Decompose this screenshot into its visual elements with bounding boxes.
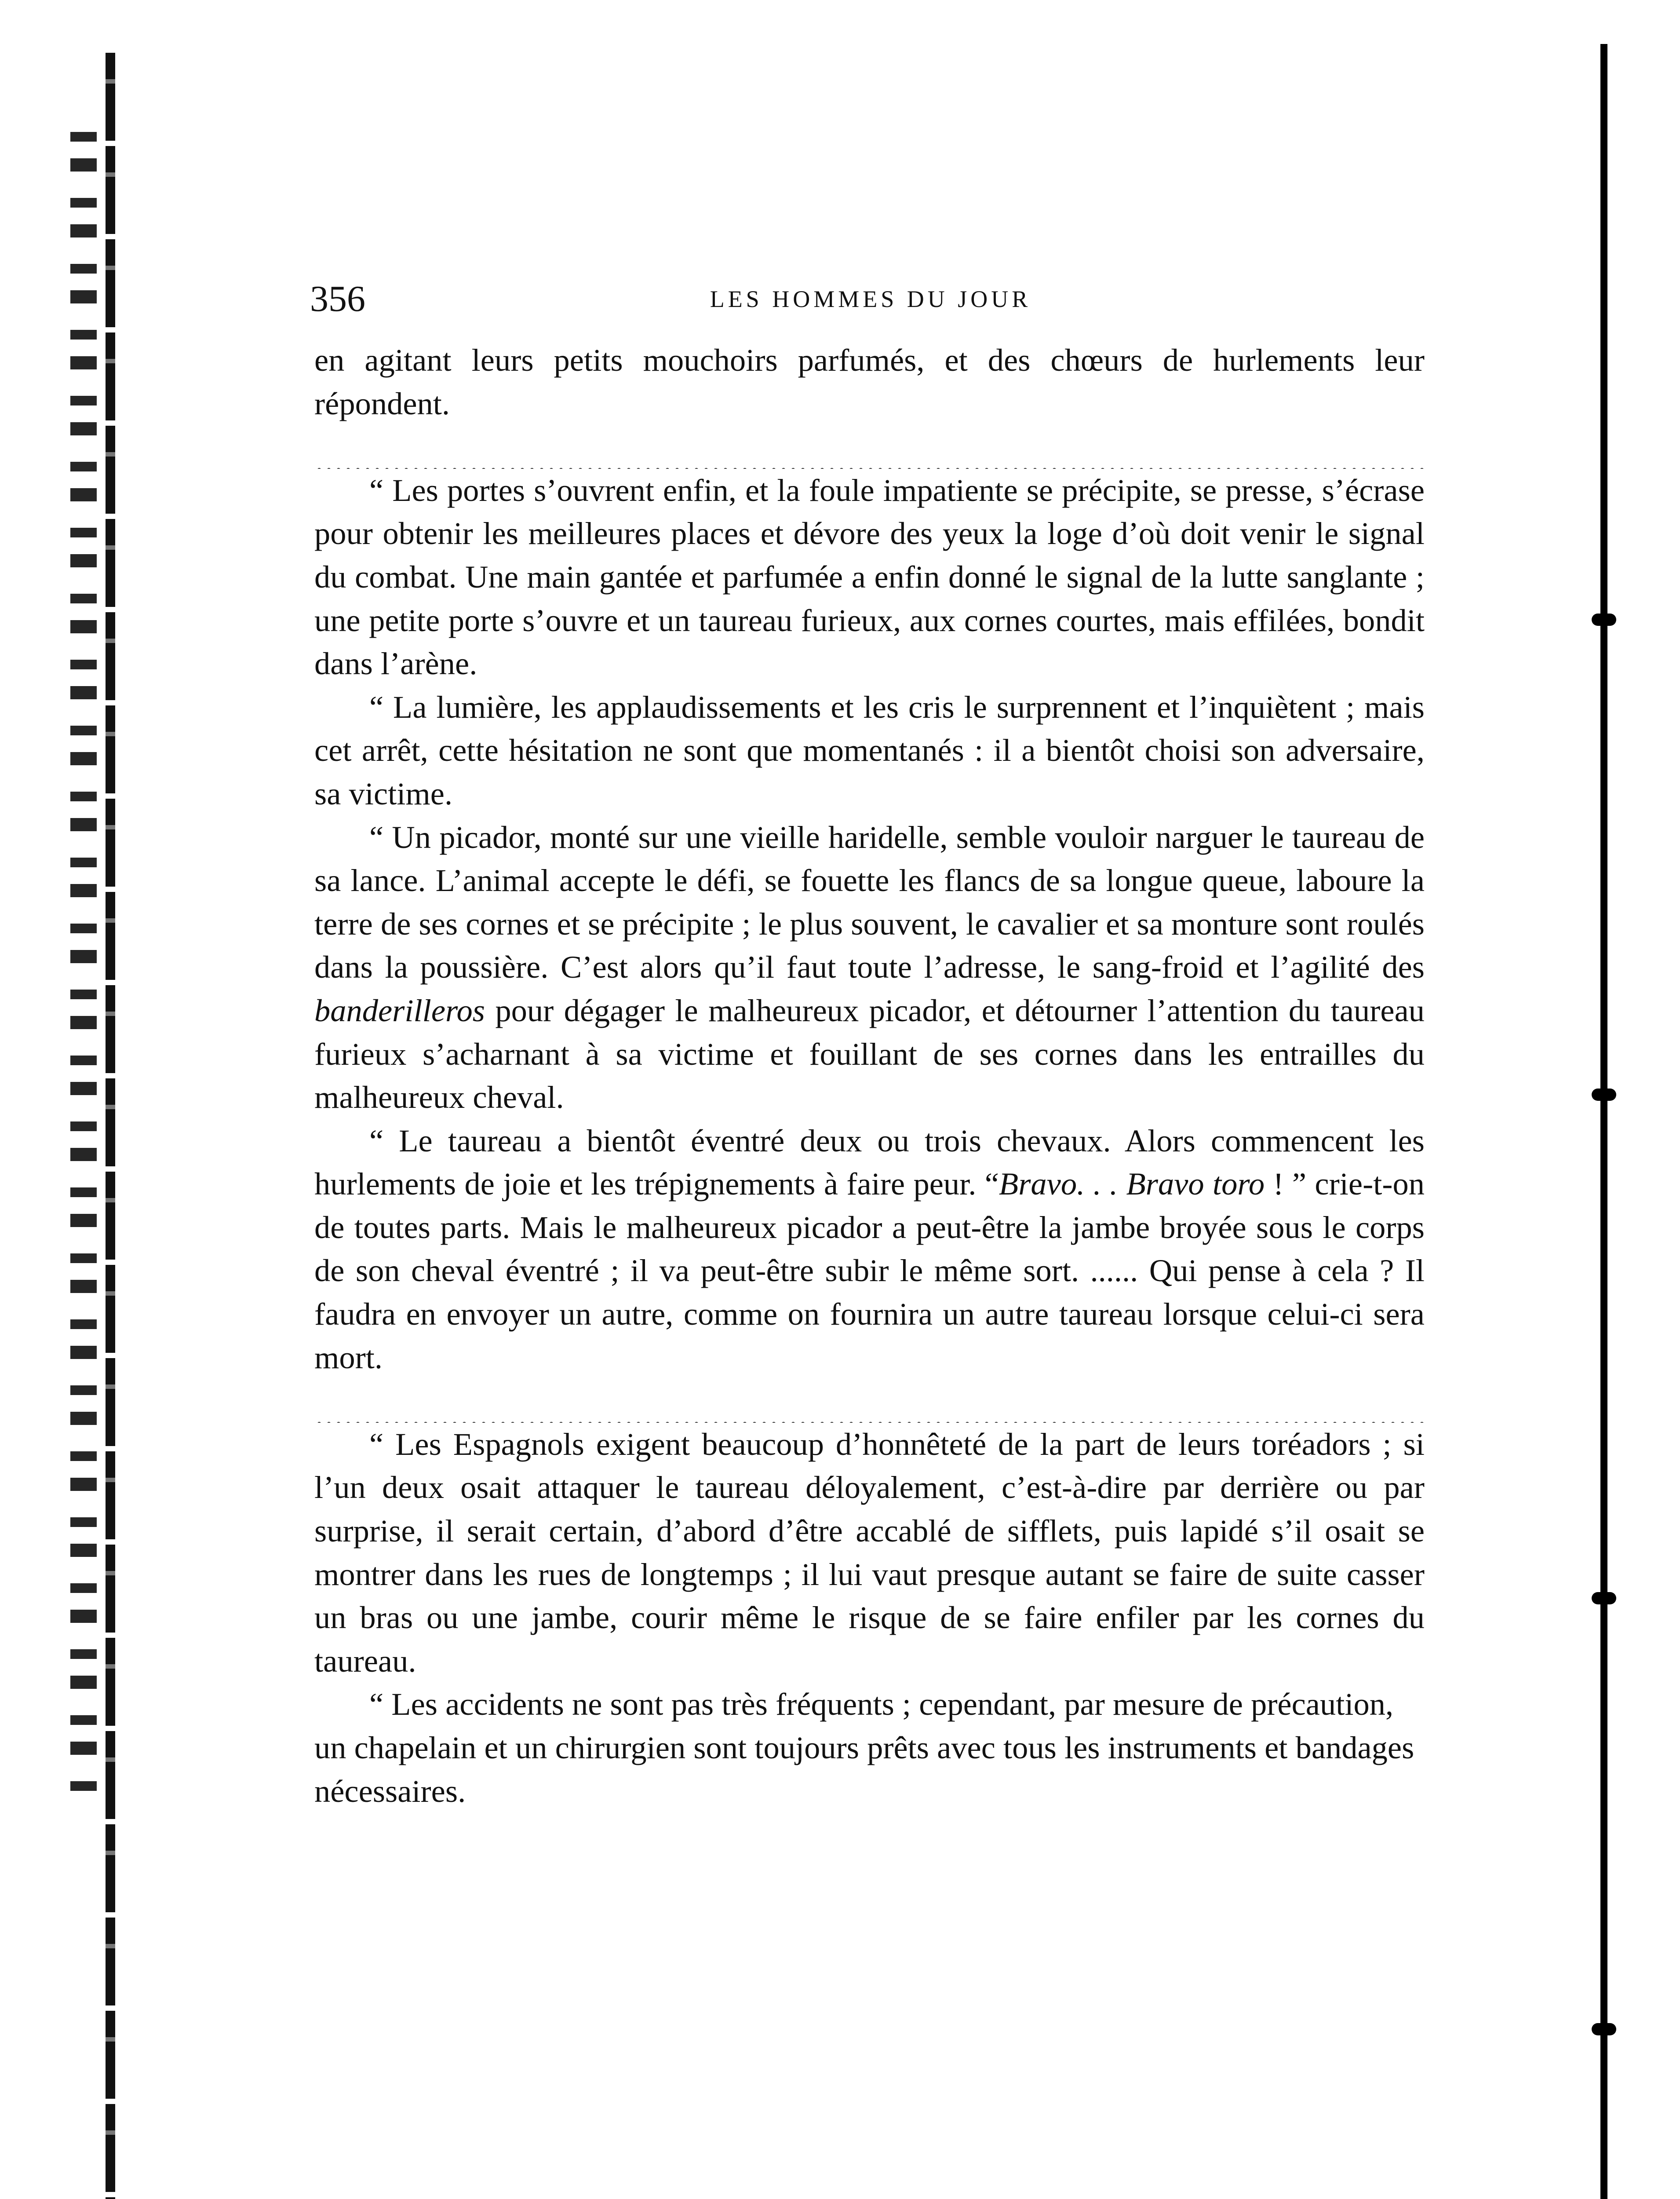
right-edge-knot — [1592, 1089, 1616, 1101]
page-number: 356 — [310, 278, 365, 319]
italic-term: banderilleros — [314, 992, 485, 1028]
paragraph: “ Les accidents ne sont pas très fréquents ; cependant, par mesure de précaution, un chapelain et un chirurgien sont toujours prêts avec tous les instruments et bandages nécessaires. — [314, 1686, 1414, 1809]
right-edge-knot — [1592, 614, 1616, 626]
right-edge-knot — [1592, 1592, 1616, 1604]
page-header — [310, 275, 1431, 323]
body-text — [314, 339, 1425, 1813]
dotted-separator — [314, 425, 1425, 469]
dotted-separator — [314, 1379, 1425, 1423]
italic-exclamation: Bravo. . . Bravo toro — [999, 1166, 1265, 1202]
paragraph: “ Les Espagnols exigent beaucoup d’honnêteté de la part de leurs toréadors ; si l’un deux osait attaquer le taureau déloyalement, c’est-à-dire par derrière ou par surprise, il serait certain, d’abord d’être accablé de sifflets, puis lapidé s’il osait se montrer dans les rues de longtemps ; il lui vaut presque autant se faire de suite casser un bras ou une jambe, courir même le risque de se faire enfiler par les cornes du taureau. — [314, 1426, 1425, 1679]
right-edge-knot — [1592, 2023, 1616, 2035]
running-head: LES HOMMES DU JOUR — [710, 286, 1031, 312]
paragraph: “ Un picador, monté sur une vieille haridelle, semble vouloir narguer le taureau de sa lance. L’animal accepte le défi, se fouette les flancs de sa longue queue, laboure la terre de ses cornes et se précipite ; le plus souvent, le cavalier et sa monture sont roulés dans la poussière. C’est alors qu’il faut toute l’adresse, le sang-froid et l’agilité des banderilleros pour dégager le malheureux picador, et détourner l’attention du taureau furieux s’acharnant à sa victime et fouillant de ses cornes dans les entrailles du malheureux cheval. — [314, 819, 1425, 1115]
paragraph: “ Le taureau a bientôt éventré deux ou trois chevaux. Alors commencent les hurlements de joie et les trépignements à faire peur. “Bravo. . . Bravo toro ! ” crie-t-on de toutes parts. Mais le malheureux picador a peut-être la jambe broyée sous le corps de son cheval éventré ; il va peut-être subir le même sort. ...... Qui pense à cela ? Il faudra en envoyer un autre, comme on fournira un autre taureau lorsque celui-ci sera mort. — [314, 1122, 1425, 1375]
right-page-edge — [1600, 44, 1607, 2199]
paragraph: “ Les portes s’ouvrent enfin, et la foule impatiente se précipite, se presse, s’écrase pour obtenir les meilleures places et dévore des yeux la loge d’où doit venir le signal du combat. Une main gantée et parfumée a enfin donné le signal de la lutte sanglante ; une petite porte s’ouvre et un taureau furieux, aux cornes courtes, mais effilées, bondit dans l’arène. — [314, 472, 1425, 682]
left-binding-edge — [106, 53, 115, 2199]
left-scan-marks — [70, 132, 97, 1803]
paragraph-continuation: en agitant leurs petits mouchoirs parfumés, et des chœurs de hurlements leur répondent. — [314, 342, 1425, 421]
paragraph: “ La lumière, les applaudissements et les cris le surprennent et l’inquiètent ; mais cet arrêt, cette hésitation ne sont que momentanés : il a bientôt choisi son adversaire, sa victime. — [314, 689, 1425, 811]
